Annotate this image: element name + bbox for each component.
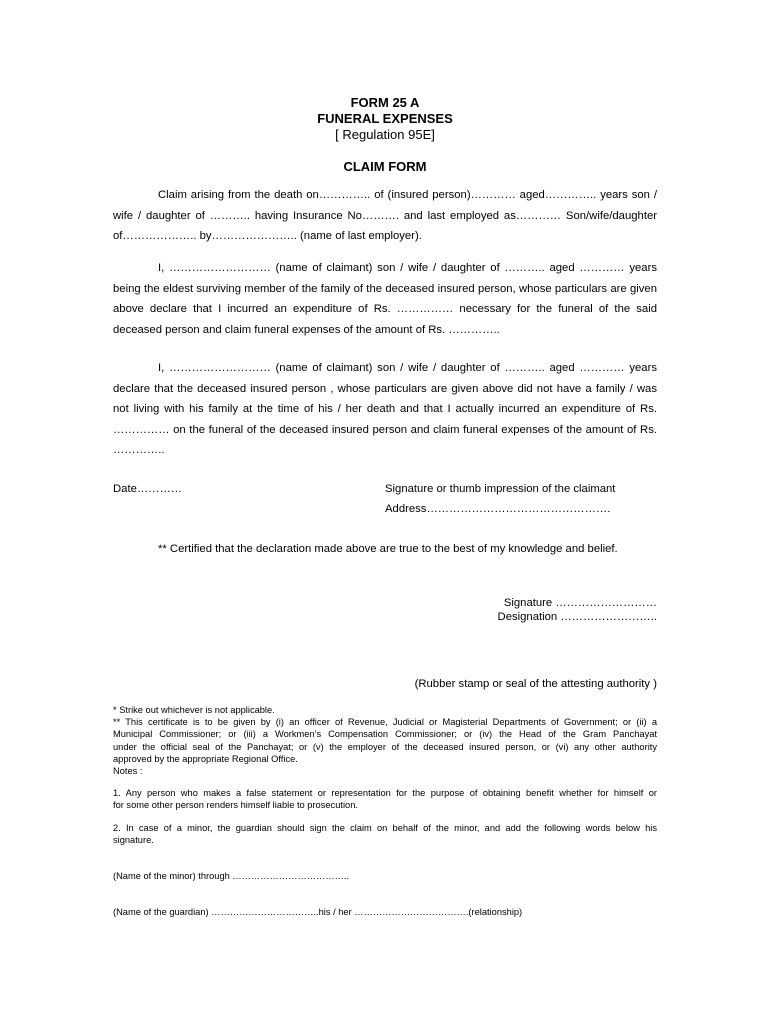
paragraph-line: wife / daughter of ……….. having Insurance No………. and last employed as………… Son/wife/daughter [113,209,657,222]
certificate-note-line: ** This certificate is to be given by (i) an officer of Revenue, Judicial or Magisterial Departments of Government; or (ii) a [113,717,657,728]
paragraph-line: …………… on the funeral of the deceased insured person and claim funeral expenses of the amount of Rs. [113,423,657,436]
paragraph-line: declare that the deceased insured person , whose particulars are given above did not have a family / was [113,382,657,395]
rubber-stamp-note: (Rubber stamp or seal of the attesting authority ) [414,678,657,690]
paragraph-line: of……………….. by………………….. (name of last employer). [113,230,422,242]
minor-through-text: (Name of the minor) through ……………………………….. [113,871,350,881]
paragraph-line: above declare that I incurred an expenditure of Rs. …………… necessary for the funeral of the said [113,303,657,315]
attesting-designation: Designation …………………….. [497,611,657,623]
claimant-signature-label: Signature or thumb impression of the claimant [385,483,616,495]
address-field: Address…………………………………………. [385,503,611,515]
paragraph-line: I, ……………………… (name of claimant) son / wife / daughter of ……….. aged ………… years [158,362,657,374]
claim-paragraph [113,185,657,247]
paragraph-line: Claim arising from the death on………….. of (insured person)………… aged………….. years son / [158,189,657,201]
certification-statement: ** Certified that the declaration made above are true to the best of my knowledge and belief. [158,543,618,555]
regulation-reference: [ Regulation 95E] [335,127,435,142]
note-line: 1. Any person who makes a false statement or representation for the purpose of obtaining benefit whether for himself or [113,788,657,798]
form-number: FORM 25 A [350,95,420,110]
certificate-note-line: under the official seal of the Panchayat; or (v) the employer of the deceased insured person, or (vi) any other authority [113,741,657,752]
strike-out-note: * Strike out whichever is not applicable. [113,705,275,715]
paragraph-line: deceased person and claim funeral expenses of the amount of Rs. ………….. [113,323,500,336]
form-title: FUNERAL EXPENSES [317,111,453,126]
footnotes [113,704,657,777]
certificate-note-line: Municipal Commissioner; or (iii) a Workmen’s Compensation Commissioner; or (iv) the Head of the Gram Panchayat [113,729,657,740]
date-field: Date………… [113,483,183,495]
note-line: for some other person renders himself liable to prosecution. [113,800,358,811]
paragraph-line: being the eldest surviving member of the family of the deceased insured person, whose particulars are given [113,282,657,295]
guardian-relationship-text: (Name of the guardian) ……………………………..his / her ……………………………….(relationship) [113,907,523,917]
minor-name-line [113,870,657,882]
note-one [113,787,657,811]
claim-form-heading: CLAIM FORM [343,159,427,174]
attesting-signature: Signature ……………………… [503,597,657,609]
paragraph-line: not living with his family at the time of his / her death and that I actually incurred an expenditure of Rs. [113,403,657,415]
eldest-member-declaration [113,258,657,340]
guardian-name-line [113,906,657,918]
paragraph-line: ………….. [113,444,165,456]
certificate-note-line: approved by the appropriate Regional Office. [113,753,298,764]
note-line: 2. In case of a minor, the guardian should sign the claim on behalf of the minor, and add the following words below his [113,823,657,833]
no-family-declaration [113,358,657,461]
notes-label: Notes : [113,766,143,777]
paragraph-line: I, ……………………… (name of claimant) son / wife / daughter of ……….. aged ………… years [158,262,657,274]
note-two [113,822,657,846]
note-line: signature. [113,835,154,846]
